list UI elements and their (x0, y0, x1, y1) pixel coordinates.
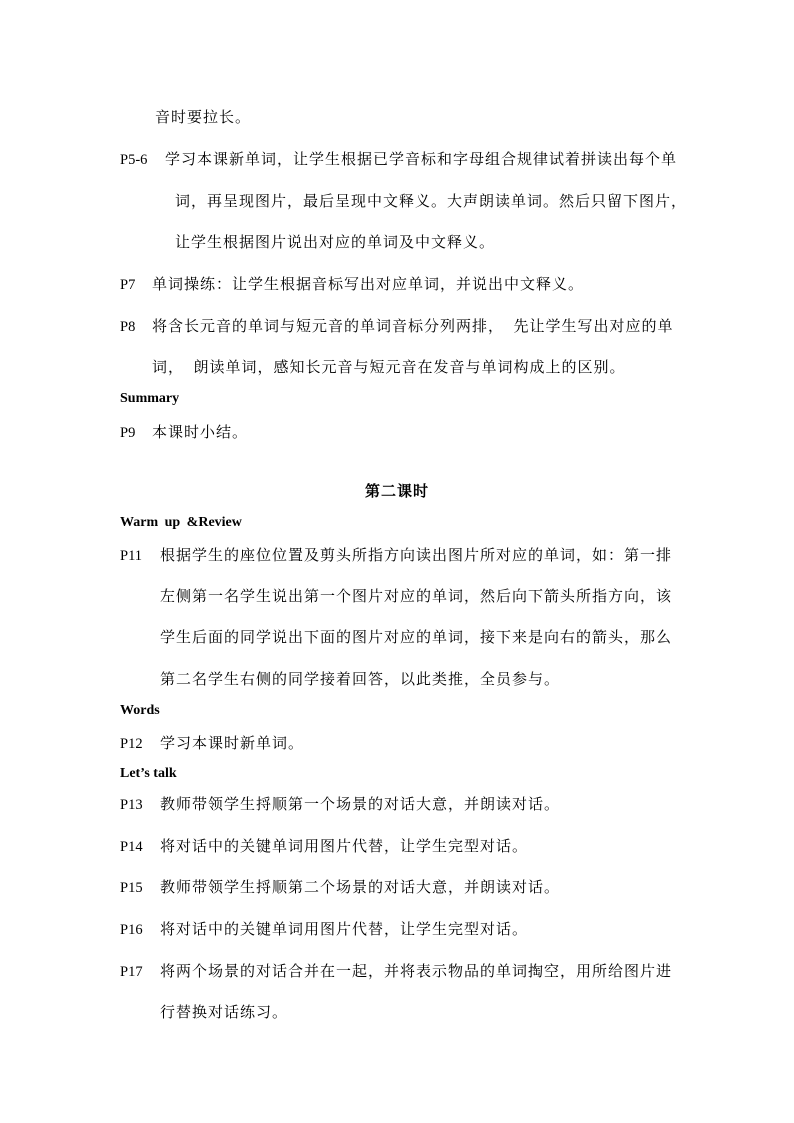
step-label-p11: P11 (120, 548, 143, 564)
step-text-p17-line-2: 行替换对话练习。 (160, 1005, 289, 1021)
step-label-p9: P9 (120, 425, 136, 441)
step-text-p8-line-1: 将含长元音的单词与短元音的单词音标分列两排， 先让学生写出对应的单 (152, 319, 674, 335)
section-heading-summary: Summary (120, 391, 180, 406)
continuation-line: 音时要拉长。 (155, 110, 252, 126)
step-text-p11-line-4: 第二名学生右侧的同学接着回答，以此类推，全员参与。 (160, 672, 561, 688)
step-text-p5-6-line-3: 让学生根据图片说出对应的单词及中文释义。 (175, 235, 496, 251)
step-text-p9-line-1: 本课时小结。 (152, 425, 249, 441)
step-label-p12: P12 (120, 736, 143, 752)
step-label-p5-6: P5-6 (120, 152, 148, 168)
step-label-p15: P15 (120, 880, 143, 896)
lesson-title: 第二课时 (364, 484, 429, 500)
step-text-p8-line-2: 词， 朗读单词，感知长元音与短元音在发音与单词构成上的区别。 (152, 360, 626, 376)
step-label-p17: P17 (120, 964, 143, 980)
step-text-p17-line-1: 将两个场景的对话合并在一起，并将表示物品的单词掏空，用所给图片进 (160, 964, 673, 980)
step-label-p14: P14 (120, 839, 143, 855)
step-text-p15-line-1: 教师带领学生捋顺第二个场景的对话大意，并朗读对话。 (160, 880, 561, 896)
step-label-p7: P7 (120, 277, 136, 293)
step-label-p13: P13 (120, 797, 143, 813)
step-text-p11-line-2: 左侧第一名学生说出第一个图片对应的单词，然后向下箭头所指方向，该 (160, 589, 673, 605)
step-label-p16: P16 (120, 922, 143, 938)
step-text-p12-line-1: 学习本课时新单词。 (160, 736, 305, 752)
step-label-p8: P8 (120, 319, 136, 335)
section-heading-words: Words (120, 703, 160, 718)
step-text-p5-6-line-2: 词，再呈现图片，最后呈现中文释义。大声朗读单词。然后只留下图片， (175, 194, 688, 210)
step-text-p16-line-1: 将对话中的关键单词用图片代替，让学生完型对话。 (160, 922, 529, 938)
step-text-p11-line-3: 学生后面的同学说出下面的图片对应的单词，接下来是向右的箭头，那么 (160, 630, 673, 646)
step-text-p14-line-1: 将对话中的关键单词用图片代替，让学生完型对话。 (160, 839, 529, 855)
step-text-p7-line-1: 单词操练：让学生根据音标写出对应单词，并说出中文释义。 (152, 277, 585, 293)
step-text-p5-6-line-1: 学习本课新单词，让学生根据已学音标和字母组合规律试着拼读出每个单 (165, 152, 678, 168)
step-text-p11-line-1: 根据学生的座位位置及剪头所指方向读出图片所对应的单词，如：第一排 (160, 548, 673, 564)
section-heading-lets-talk: Let’s talk (120, 766, 177, 781)
section-heading-warmup: Warm up &Review (120, 515, 242, 530)
step-text-p13-line-1: 教师带领学生捋顺第一个场景的对话大意，并朗读对话。 (160, 797, 561, 813)
